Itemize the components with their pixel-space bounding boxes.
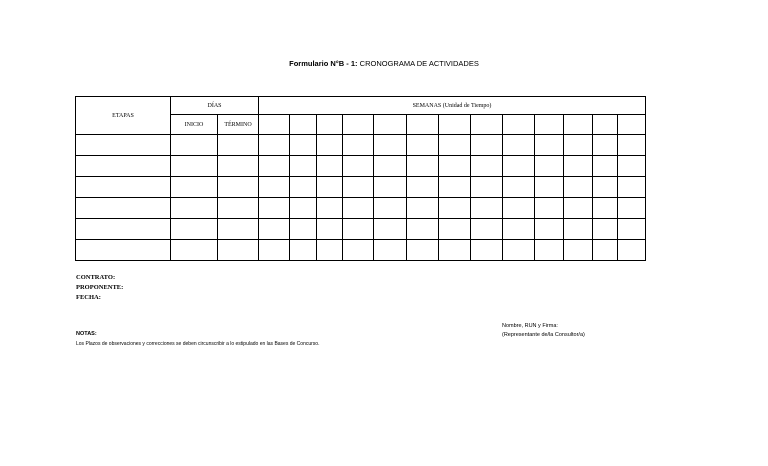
contract-info	[76, 273, 123, 303]
week-cell[interactable]	[564, 198, 593, 219]
week-cell[interactable]	[471, 198, 503, 219]
week-cell[interactable]	[317, 135, 343, 156]
week-cell[interactable]	[503, 135, 535, 156]
week-cell[interactable]	[259, 219, 290, 240]
signature-block	[502, 322, 585, 340]
table-row	[76, 135, 646, 156]
week-cell[interactable]	[564, 115, 593, 135]
week-cell[interactable]	[593, 240, 618, 261]
week-cell[interactable]	[343, 198, 374, 219]
week-cell[interactable]	[471, 177, 503, 198]
week-cell[interactable]	[317, 177, 343, 198]
week-cell[interactable]	[618, 156, 646, 177]
week-cell[interactable]	[407, 156, 439, 177]
week-cell[interactable]	[439, 240, 471, 261]
inicio-cell[interactable]	[171, 198, 218, 219]
etapa-cell[interactable]	[76, 198, 171, 219]
notes-text: Los Plazos de observaciones y correcciones se deben circunscribir a lo estipulado en las Bases de Concurso.	[76, 341, 320, 347]
week-cell[interactable]	[407, 115, 439, 135]
week-cell[interactable]	[503, 115, 535, 135]
termino-cell[interactable]	[218, 240, 259, 261]
week-cell[interactable]	[259, 177, 290, 198]
week-cell[interactable]	[374, 156, 407, 177]
inicio-cell[interactable]	[171, 177, 218, 198]
week-cell[interactable]	[618, 115, 646, 135]
week-cell[interactable]	[317, 198, 343, 219]
week-cell[interactable]	[374, 240, 407, 261]
termino-cell[interactable]	[218, 198, 259, 219]
week-cell[interactable]	[535, 115, 564, 135]
week-cell[interactable]	[593, 219, 618, 240]
week-cell[interactable]	[535, 177, 564, 198]
termino-cell[interactable]	[218, 219, 259, 240]
week-cell[interactable]	[259, 135, 290, 156]
inicio-header: INICIO	[171, 115, 218, 135]
week-cell[interactable]	[593, 198, 618, 219]
table-row	[76, 219, 646, 240]
week-cell[interactable]	[618, 177, 646, 198]
table-row	[76, 156, 646, 177]
week-cell[interactable]	[593, 135, 618, 156]
week-cell[interactable]	[439, 198, 471, 219]
week-cell[interactable]	[407, 198, 439, 219]
week-cell[interactable]	[290, 115, 317, 135]
week-cell[interactable]	[439, 219, 471, 240]
etapa-cell[interactable]	[76, 135, 171, 156]
fecha-label: FECHA:	[76, 294, 101, 301]
inicio-cell[interactable]	[171, 219, 218, 240]
representative-label: (Representante de/la Consultor/a)	[502, 332, 585, 338]
week-cell[interactable]	[407, 240, 439, 261]
week-cell[interactable]	[317, 240, 343, 261]
termino-cell[interactable]	[218, 177, 259, 198]
week-cell[interactable]	[618, 135, 646, 156]
dias-header: DÍAS	[171, 97, 259, 115]
week-cell[interactable]	[471, 219, 503, 240]
week-cell[interactable]	[317, 115, 343, 135]
week-cell[interactable]	[259, 198, 290, 219]
week-cell[interactable]	[374, 219, 407, 240]
proponente-label: PROPONENTE:	[76, 284, 124, 291]
contrato-label: CONTRATO:	[76, 274, 116, 281]
week-cell[interactable]	[535, 156, 564, 177]
inicio-cell[interactable]	[171, 135, 218, 156]
week-cell[interactable]	[290, 156, 317, 177]
week-cell[interactable]	[343, 135, 374, 156]
week-cell[interactable]	[471, 115, 503, 135]
table-row	[76, 177, 646, 198]
etapas-header: ETAPAS	[76, 97, 171, 135]
week-cell[interactable]	[290, 135, 317, 156]
week-cell[interactable]	[343, 115, 374, 135]
week-cell[interactable]	[374, 135, 407, 156]
week-cell[interactable]	[564, 240, 593, 261]
week-cell[interactable]	[503, 198, 535, 219]
week-cell[interactable]	[439, 177, 471, 198]
etapa-cell[interactable]	[76, 177, 171, 198]
week-cell[interactable]	[503, 156, 535, 177]
notes-title: NOTAS:	[76, 331, 97, 337]
etapa-cell[interactable]	[76, 240, 171, 261]
week-cell[interactable]	[374, 198, 407, 219]
week-cell[interactable]	[618, 240, 646, 261]
etapa-cell[interactable]	[76, 219, 171, 240]
week-cell[interactable]	[593, 177, 618, 198]
week-cell[interactable]	[343, 240, 374, 261]
week-cell[interactable]	[503, 240, 535, 261]
table-row	[76, 240, 646, 261]
week-cell[interactable]	[343, 156, 374, 177]
week-cell[interactable]	[439, 135, 471, 156]
termino-cell[interactable]	[218, 135, 259, 156]
termino-cell[interactable]	[218, 156, 259, 177]
week-cell[interactable]	[593, 156, 618, 177]
week-cell[interactable]	[439, 156, 471, 177]
inicio-cell[interactable]	[171, 240, 218, 261]
week-cell[interactable]	[343, 219, 374, 240]
week-cell[interactable]	[564, 156, 593, 177]
week-cell[interactable]	[618, 198, 646, 219]
week-cell[interactable]	[535, 198, 564, 219]
table-row	[76, 198, 646, 219]
week-cell[interactable]	[407, 135, 439, 156]
week-cell[interactable]	[535, 219, 564, 240]
week-cell[interactable]	[259, 240, 290, 261]
week-cell[interactable]	[471, 240, 503, 261]
week-cell[interactable]	[343, 177, 374, 198]
week-cell[interactable]	[317, 219, 343, 240]
schedule-table	[75, 96, 646, 261]
week-cell[interactable]	[407, 177, 439, 198]
week-cell[interactable]	[259, 156, 290, 177]
semanas-header: SEMANAS (Unidad de Tiempo)	[259, 97, 646, 115]
week-cell[interactable]	[471, 156, 503, 177]
inicio-cell[interactable]	[171, 156, 218, 177]
week-cell[interactable]	[564, 219, 593, 240]
week-cell[interactable]	[374, 177, 407, 198]
week-cell[interactable]	[618, 219, 646, 240]
week-cell[interactable]	[317, 156, 343, 177]
week-cell[interactable]	[564, 177, 593, 198]
week-cell[interactable]	[259, 115, 290, 135]
week-cell[interactable]	[503, 219, 535, 240]
etapa-cell[interactable]	[76, 156, 171, 177]
week-cell[interactable]	[374, 115, 407, 135]
week-cell[interactable]	[535, 240, 564, 261]
week-cell[interactable]	[290, 198, 317, 219]
week-cell[interactable]	[407, 219, 439, 240]
week-cell[interactable]	[535, 135, 564, 156]
form-title-text: CRONOGRAMA DE ACTIVIDADES	[357, 59, 479, 68]
week-cell[interactable]	[439, 115, 471, 135]
week-cell[interactable]	[593, 115, 618, 135]
week-cell[interactable]	[290, 240, 317, 261]
week-cell[interactable]	[290, 219, 317, 240]
week-cell[interactable]	[290, 177, 317, 198]
signature-label: Nombre, RUN y Firma:	[502, 323, 558, 329]
form-title-number: Formulario N°B - 1:	[289, 59, 358, 68]
form-title	[0, 59, 768, 68]
week-cell[interactable]	[471, 135, 503, 156]
week-cell[interactable]	[503, 177, 535, 198]
termino-header: TÉRMINO	[218, 115, 259, 135]
week-cell[interactable]	[564, 135, 593, 156]
